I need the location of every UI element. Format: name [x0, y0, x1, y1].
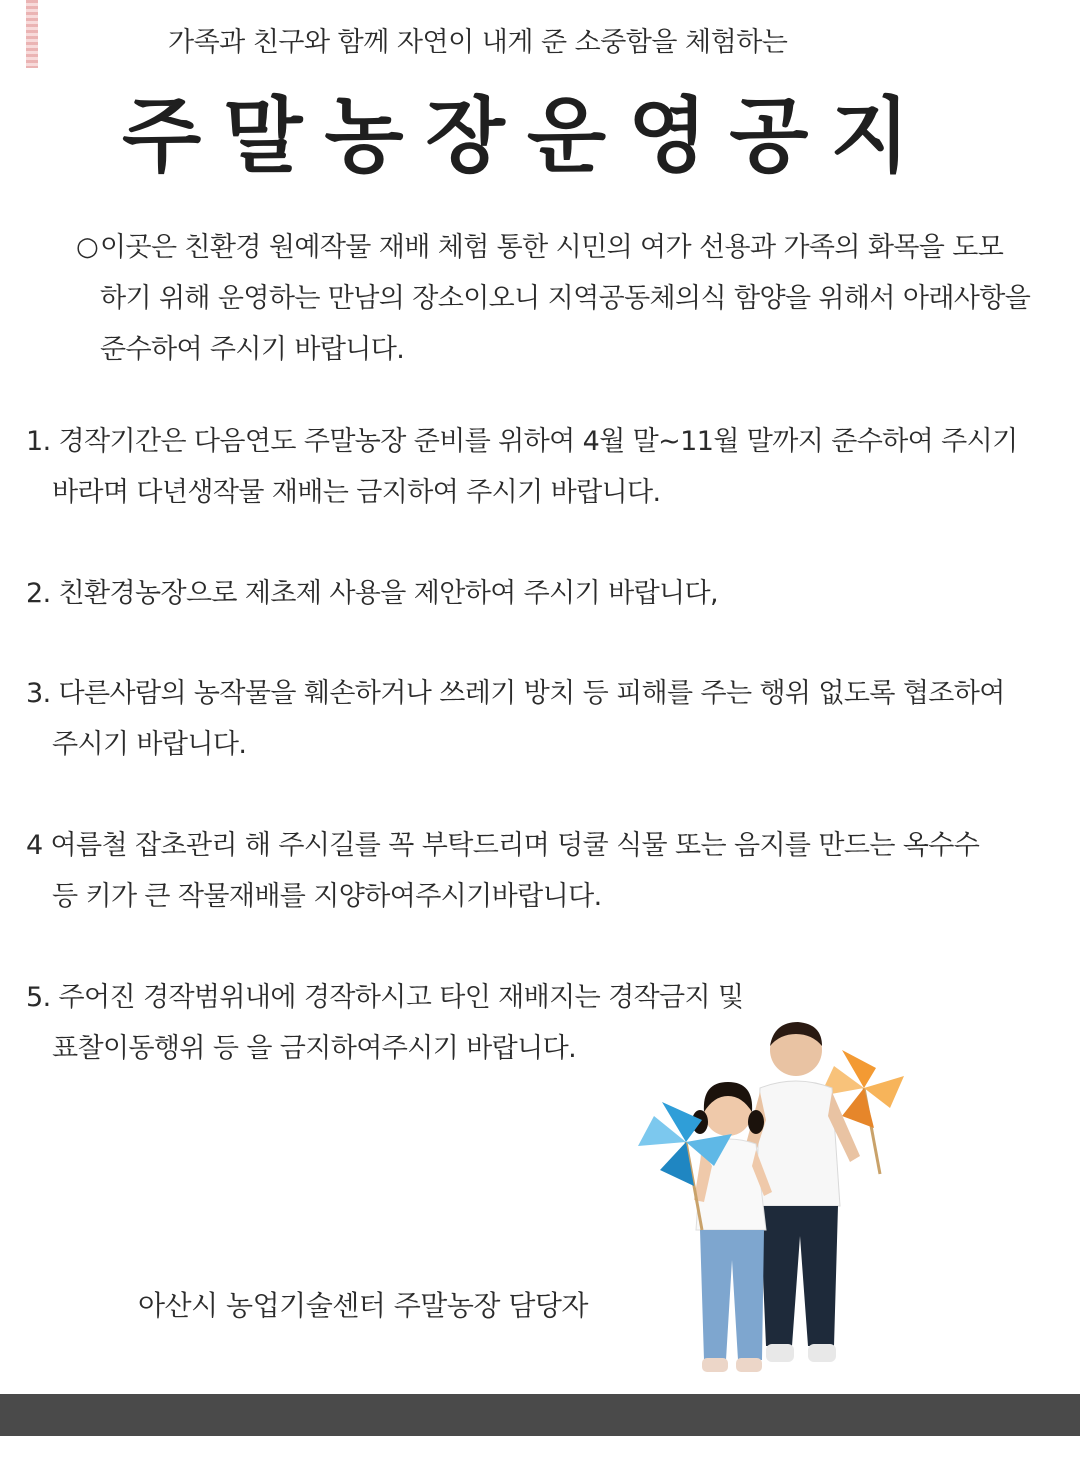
notice-title: 주말농장운영공지	[122, 89, 932, 184]
notice-subtitle: 가족과 친구와 함께 자연이 내게 준 소중함을 체험하는	[168, 27, 788, 58]
rule-item-1	[26, 416, 1066, 518]
rule-line: 4 여름철 잡초관리 해 주시길를 꼭 부탁드리며 덩쿨 식물 또는 음지를 만드는 옥수수	[26, 830, 980, 861]
intro-line: 이곳은 친환경 원예작물 재배 체험 통한 시민의 여가 선용과 가족의 화목을 도모	[100, 232, 1004, 263]
circle-bullet-icon: ○	[76, 232, 99, 262]
intro-line: 준수하여 주시기 바랍니다.	[100, 334, 405, 365]
rule-line: 주시기 바랍니다.	[52, 729, 247, 760]
rule-line: 1. 경작기간은 다음연도 주말농장 준비를 위하여 4월 말~11월 말까지 준수하여 주시기	[26, 426, 1018, 457]
girl-figure	[692, 1082, 772, 1372]
rule-line: 5. 주어진 경작범위내에 경작하시고 타인 재배지는 경작금지 및	[26, 982, 744, 1013]
rule-line: 표찰이동행위 등 을 금지하여주시기 바랍니다.	[52, 1033, 577, 1064]
intro-line: 하기 위해 운영하는 만남의 장소이오니 지역공동체의식 함양을 위해서 아래사항을	[100, 283, 1031, 314]
rule-line: 2. 친환경농장으로 제초제 사용을 제안하여 주시기 바랍니다,	[26, 578, 719, 609]
rule-line: 바라며 다년생작물 재배는 금지하여 주시기 바랍니다.	[52, 477, 661, 508]
rule-item-4	[26, 820, 1066, 922]
rule-item-2	[26, 568, 1066, 619]
footer-bar	[0, 1394, 1080, 1436]
kids-with-pinwheels-photo	[628, 1016, 918, 1382]
edge-mark	[26, 0, 38, 68]
rule-item-3	[26, 668, 1066, 770]
signature: 아산시 농업기술센터 주말농장 담당자	[138, 1289, 588, 1322]
rule-line: 3. 다른사람의 농작물을 훼손하거나 쓰레기 방치 등 피해를 주는 행위 없도록 협조하여	[26, 678, 1005, 709]
rule-line: 등 키가 큰 작물재배를 지양하여주시기바랍니다.	[52, 881, 602, 912]
intro-paragraph	[76, 222, 1068, 375]
